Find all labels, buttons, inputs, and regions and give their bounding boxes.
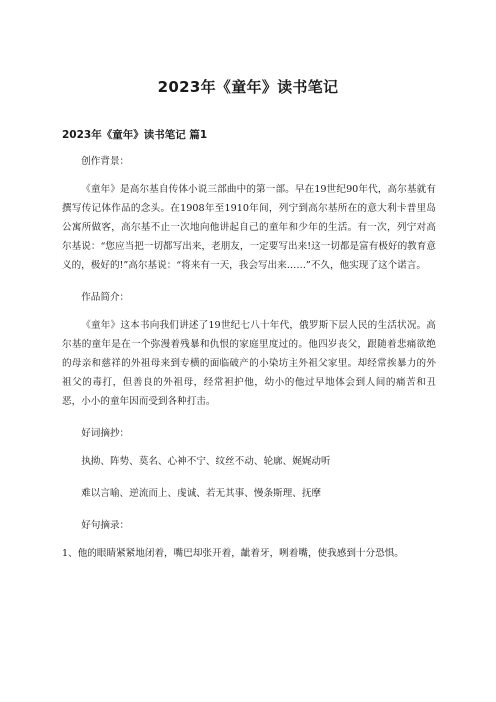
- document-body: [62, 152, 436, 576]
- paragraph-creation-background-label: 创作背景：: [81, 156, 130, 167]
- paragraph-summary-label: 作品简介：: [81, 292, 130, 303]
- paragraph-good-sentences-label: 好句摘录：: [81, 520, 130, 531]
- document-title: 2023年《童年》读书笔记: [157, 78, 339, 96]
- paragraph-summary: 《童年》这本书向我们讲述了19世纪七八十年代，俄罗斯下层人民的生活状况。高尔基的童年是在一个弥漫着残暴和仇恨的家庭里度过的。他四岁丧父，跟随着悲痛欲绝的母亲和慈祥的外祖母来到专横的面临破产的小染坊主外祖父家里。却经常挨暴力的外祖父的毒打，但善良的外祖母，经常袒护他，幼小的他过早地体会到人间的痛苦和丑恶，小小的童年因而受到各种打击。: [62, 320, 436, 407]
- paragraph-good-words-2: 难以言喻、逆流而上、虔诚、若无其事、慢条斯理、抚摩: [81, 488, 322, 499]
- paragraph-good-sentence-1: 1、他的眼睛紧紧地闭着，嘴巴却张开着，龇着牙，咧着嘴，使我感到十分恐惧。: [62, 548, 404, 559]
- paragraph-good-words-1: 执拗、阵势、莫名、心神不宁、纹丝不动、轮廓、娓娓动听: [81, 456, 331, 467]
- paragraph-creation-background: 《童年》是高尔基自传体小说三部曲中的第一部。早在19世纪90年代，高尔基就有撰写传记体作品的念头。在1908年至1910年间，列宁到高尔基所在的意大利卡普里岛公寓所做客，高尔基不止一次地向他讲起自己的童年和少年的生活。有一次，列宁对高尔基说：“您应当把一切都写出来，老朋友，一定要写出来!这一切都是富有极好的教育意义的，极好的!”高尔基说：“将来有一天，我会写出来……”不久，他实现了这个诺言。: [62, 184, 436, 271]
- section-heading: 2023年《童年》读书笔记 篇1: [62, 129, 208, 141]
- paragraph-good-words-label: 好词摘抄：: [81, 428, 130, 439]
